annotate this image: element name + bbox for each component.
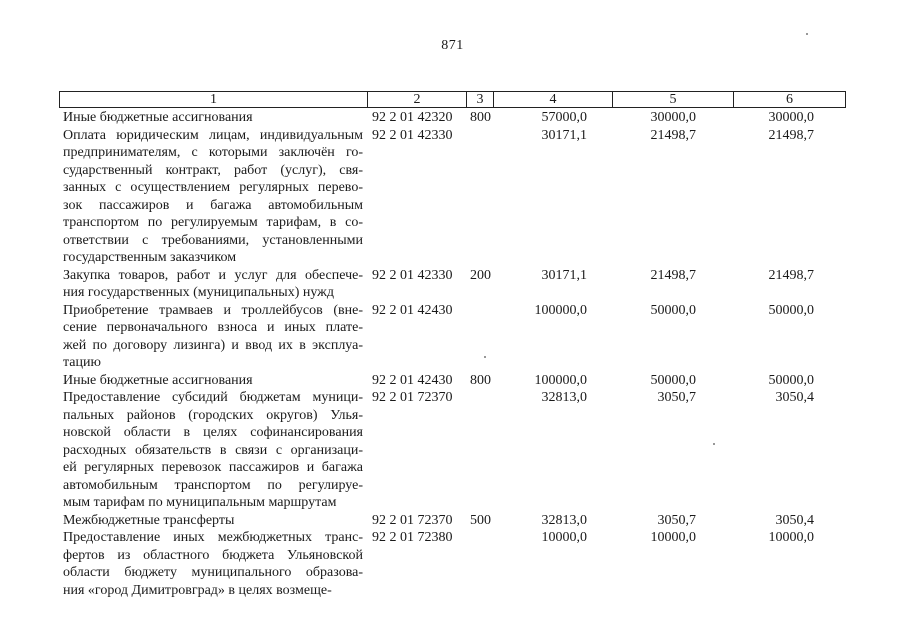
row-value-col-4: 32813,0: [541, 390, 587, 405]
row-name-line: мым тарифам по муниципальным маршрутам: [63, 495, 337, 510]
row-value-col-4: 100000,0: [534, 372, 587, 388]
header-col-6: 6: [733, 92, 845, 107]
row-name-line: фертов из областного бюджета Ульяновской: [63, 547, 363, 563]
row-name-line: Приобретение трамваев и троллейбусов (вне-: [63, 302, 363, 318]
row-value-col-5: 3050,7: [657, 390, 696, 405]
row-code: 92 2 01 42330: [372, 267, 453, 283]
table-row: [0, 389, 905, 512]
row-code: 92 2 01 42430: [372, 372, 453, 388]
row-name: [63, 127, 363, 267]
row-value-col-5: 21498,7: [650, 127, 696, 143]
row-code: 92 2 01 42430: [372, 302, 453, 318]
row-name-line: Иные бюджетные ассигнования: [63, 110, 253, 125]
row-code: 92 2 01 72370: [372, 390, 453, 405]
row-name-line: транспортом по регулируемым тарифам, в со-: [63, 215, 363, 230]
page-number: 871: [441, 38, 464, 53]
row-value-col-6: 50000,0: [768, 302, 814, 318]
row-name-line: ей регулярных перевозок пассажиров и багажа: [63, 460, 363, 475]
table-body: [0, 109, 905, 599]
row-name-line: ния государственных (муниципальных) нужд: [63, 285, 334, 300]
table-row: [0, 302, 905, 372]
table-row: [0, 529, 905, 599]
row-name: [63, 267, 363, 302]
table-header-row: [59, 91, 846, 108]
row-name: [63, 529, 363, 599]
row-value-col-5: 50000,0: [650, 302, 696, 318]
row-name: [63, 109, 363, 127]
row-name: [63, 302, 363, 372]
row-value-col-5: 10000,0: [650, 530, 696, 545]
row-value-col-5: 50000,0: [650, 372, 696, 388]
row-expense-type: 500: [470, 512, 491, 528]
row-name-line: Закупка товаров, работ и услуг для обеспече-: [63, 267, 363, 283]
row-name-line: Предоставление иных межбюджетных транс-: [63, 530, 363, 545]
row-name: [63, 389, 363, 512]
row-code: 92 2 01 72380: [372, 530, 453, 545]
row-value-col-5: 30000,0: [650, 110, 696, 125]
table-row: [0, 512, 905, 530]
row-value-col-4: 30171,1: [541, 267, 587, 283]
header-col-5: 5: [612, 92, 733, 107]
row-name-line: занных с осуществлением регулярных перево-: [63, 180, 363, 195]
row-name-line: сударственный контракт, работ (услуг), свя-: [63, 162, 363, 178]
row-name-line: зок пассажиров и багажа автомобильным: [63, 197, 363, 213]
table-row: [0, 372, 905, 390]
row-name-line: новской области в целях софинансирования: [63, 425, 363, 440]
row-value-col-4: 57000,0: [541, 110, 587, 125]
table-row: [0, 127, 905, 267]
row-code: 92 2 01 72370: [372, 512, 453, 528]
row-expense-type: 800: [470, 372, 491, 388]
row-name: [63, 512, 363, 530]
row-value-col-6: 3050,4: [775, 390, 814, 405]
row-name-line: Иные бюджетные ассигнования: [63, 372, 253, 388]
row-value-col-6: 21498,7: [768, 127, 814, 143]
table-row: [0, 109, 905, 127]
row-value-col-6: 10000,0: [768, 530, 814, 545]
header-col-1: 1: [210, 92, 217, 107]
scan-speck: [713, 443, 715, 445]
row-name-line: предпринимателям, с которыми заключён го-: [63, 145, 363, 160]
scan-speck: [806, 33, 808, 35]
header-col-3: 3: [466, 92, 493, 107]
row-name-line: ответствии с требованиями, установленными: [63, 232, 363, 248]
row-value-col-5: 3050,7: [657, 512, 696, 528]
row-name-line: области бюджету муниципального образова-: [63, 565, 363, 580]
row-value-col-4: 32813,0: [541, 512, 587, 528]
row-name-line: пальных районов (городских округов) Улья-: [63, 407, 363, 423]
row-value-col-5: 21498,7: [650, 267, 696, 283]
row-name-line: Оплата юридическим лицам, индивидуальным: [63, 127, 363, 143]
header-col-4: 4: [493, 92, 612, 107]
header-col-2: 2: [367, 92, 466, 107]
row-value-col-6: 50000,0: [768, 372, 814, 388]
row-value-col-6: 30000,0: [768, 110, 814, 125]
row-expense-type: 200: [470, 267, 491, 283]
table-row: [0, 267, 905, 302]
row-name-line: автомобильным транспортом по регулируе-: [63, 477, 363, 493]
row-value-col-4: 30171,1: [541, 127, 587, 143]
row-name-line: жей по договору лизинга) и ввод их в эксплуа-: [63, 337, 363, 353]
row-name-line: Межбюджетные трансферты: [63, 512, 235, 528]
row-name-line: Предоставление субсидий бюджетам муници-: [63, 390, 363, 405]
row-name-line: расходных обязательств в связи с организаци-: [63, 442, 363, 458]
row-value-col-6: 3050,4: [775, 512, 814, 528]
row-value-col-4: 100000,0: [534, 302, 587, 318]
row-value-col-6: 21498,7: [768, 267, 814, 283]
row-code: 92 2 01 42330: [372, 127, 453, 143]
row-value-col-4: 10000,0: [541, 530, 587, 545]
row-code: 92 2 01 42320: [372, 110, 453, 125]
row-name-line: тацию: [63, 355, 101, 370]
row-name: [63, 372, 363, 390]
scan-speck: [484, 356, 486, 358]
row-expense-type: 800: [470, 110, 491, 125]
row-name-line: сение первоначального взноса и иных плате-: [63, 320, 363, 335]
row-name-line: государственным заказчиком: [63, 250, 237, 265]
row-name-line: ния «город Димитровград» в целях возмеще-: [63, 582, 332, 598]
